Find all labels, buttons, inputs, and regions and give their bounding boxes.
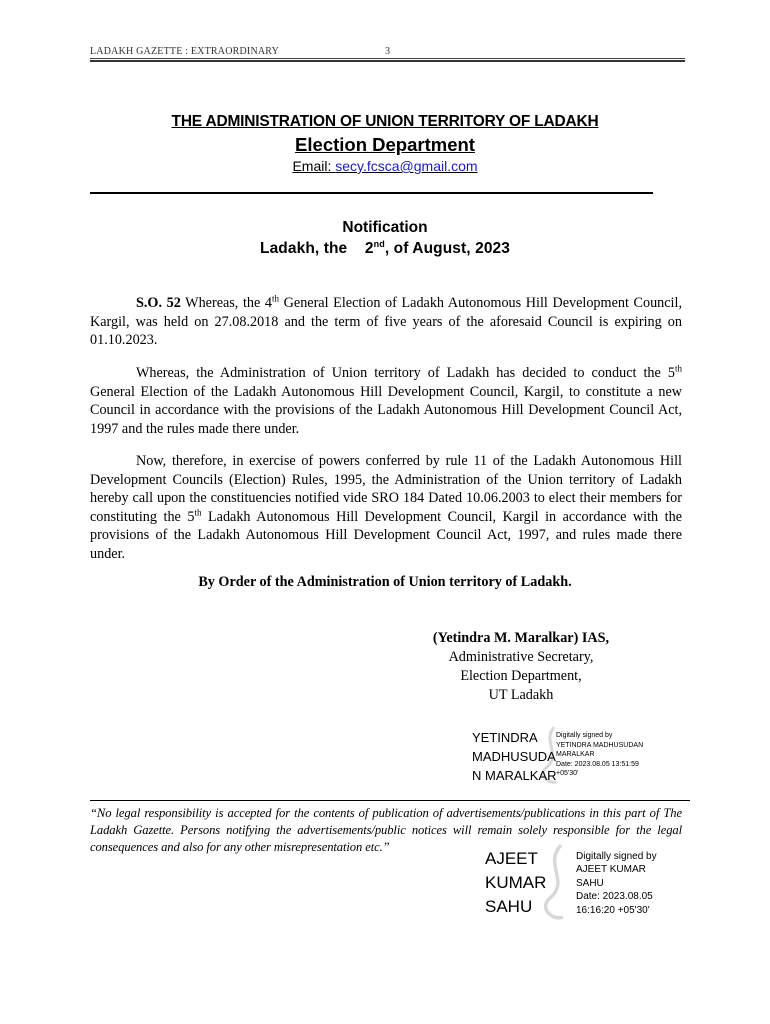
sig-2-detail-5: 16:16:20 +05'30' (576, 904, 650, 916)
date-suffix: nd (373, 239, 385, 249)
para1-text-a: Whereas, the 4 (180, 295, 273, 311)
signatory-block (380, 629, 662, 705)
sig-1-detail-5: +05'30' (556, 770, 579, 777)
para3-text-a: Now, therefore, in exercise of powers conferred by rule 11 of the Ladakh Autonomous Hill Development Councils (Election) Rules, 1995, the Administration of the Union territory of Ladakh hereby call upon the constituencies notified vide SRO 184 Dated 10.06.2003 to elect their members for constituting the 5 (90, 453, 682, 525)
sig-1-detail-4: Date: 2023.08.05 13:51:59 (556, 760, 639, 768)
signer-2-line-3: SAHU (485, 897, 533, 916)
sig-1-detail-3: MARALKAR (556, 751, 595, 758)
department-title: Election Department (295, 134, 475, 155)
by-order-line: By Order of the Administration of Union territory of Ladakh. (198, 574, 572, 590)
date-prefix: Ladakh, the (260, 240, 348, 258)
signatory-place: UT Ladakh (488, 687, 554, 703)
signatory-department: Election Department, (460, 668, 582, 684)
letterhead-separator (90, 192, 653, 194)
signer-2-line-2: KUMAR (485, 873, 547, 892)
email-link[interactable]: secy.fcsca@gmail.com (335, 158, 478, 174)
sig-1-detail-2: YETINDRA MADHUSUDAN (556, 741, 644, 749)
signatory-designation: Administrative Secretary, (448, 649, 594, 665)
sig-2-detail-4: Date: 2023.08.05 (576, 891, 653, 903)
signer-1-line-1: YETINDRA (472, 730, 538, 745)
signatory-name: (Yetindra M. Maralkar) IAS, (432, 630, 610, 646)
signer-2-line-1: AJEET (485, 849, 538, 868)
digital-signature-1 (472, 728, 702, 788)
administration-title: THE ADMINISTRATION OF UNION TERRITORY OF LADAKH (171, 113, 599, 130)
header-rule-thin (90, 58, 685, 59)
signer-1-line-3: N MARALKAR (472, 768, 557, 783)
email-line (0, 158, 770, 174)
signer-1-line-2: MADHUSUDA (472, 749, 556, 764)
para2-text-a: Whereas, the Administration of Union territory of Ladakh has decided to conduct the 5 (136, 365, 675, 381)
notification-date (0, 239, 770, 258)
para2-sup: th (674, 363, 682, 374)
digital-signature-2 (485, 847, 715, 927)
email-label: Email: (292, 158, 332, 174)
paragraph-2 (90, 364, 682, 438)
header-rule-thick (90, 60, 685, 62)
sig-2-detail-1: Digitally signed by (576, 851, 657, 862)
para1-sup: th (272, 293, 280, 304)
disclaimer-rule (90, 800, 690, 801)
signature-details-1 (556, 731, 656, 779)
para2-text-b: General Election of the Ladakh Autonomous Hill Development Council, Kargil, to constitute a new Council in accordance with the provisions of the Ladakh Autonomous Hill Development Council Act, 1997 and the rules made there under. (90, 383, 682, 437)
sig-1-detail-1: Digitally signed by (556, 732, 613, 739)
page-number: 3 (385, 46, 391, 57)
signer-name-2 (485, 847, 565, 919)
date-rest: , of August, 2023 (384, 240, 510, 258)
sig-2-detail-2: AJEET KUMAR (576, 864, 646, 876)
paragraph-1 (90, 294, 682, 350)
date-day: 2 (364, 240, 374, 258)
paragraph-3 (90, 452, 682, 564)
order-number: S.O. 52 (136, 295, 181, 311)
para1-text-b: General Election of Ladakh Autonomous Hill Development Council, Kargil, was held on 27.08.2018 and the term of five years of the aforesaid Council is expiring on 01.10.2023. (90, 295, 682, 349)
para3-sup: th (194, 507, 202, 518)
notification-title: Notification (342, 219, 428, 236)
signer-name-1 (472, 728, 556, 785)
disclaimer-text: “No legal responsibility is accepted for the contents of publication of advertisements/publications in this part of The Ladakh Gazette. Persons notifying the advertisements/public notices will remain solely responsible for the legal consequences and also for any other misrepresentation etc.” (90, 806, 682, 854)
running-title: LADAKH GAZETTE : EXTRAORDINARY (90, 46, 280, 57)
signature-details-2 (576, 850, 696, 917)
para3-text-b: Ladakh Autonomous Hill Development Council, Kargil in accordance with the provisions of the Ladakh Autonomous Hill Development Council Act, 1997, and rules made there under. (90, 508, 682, 562)
sig-2-detail-3: SAHU (576, 877, 604, 889)
